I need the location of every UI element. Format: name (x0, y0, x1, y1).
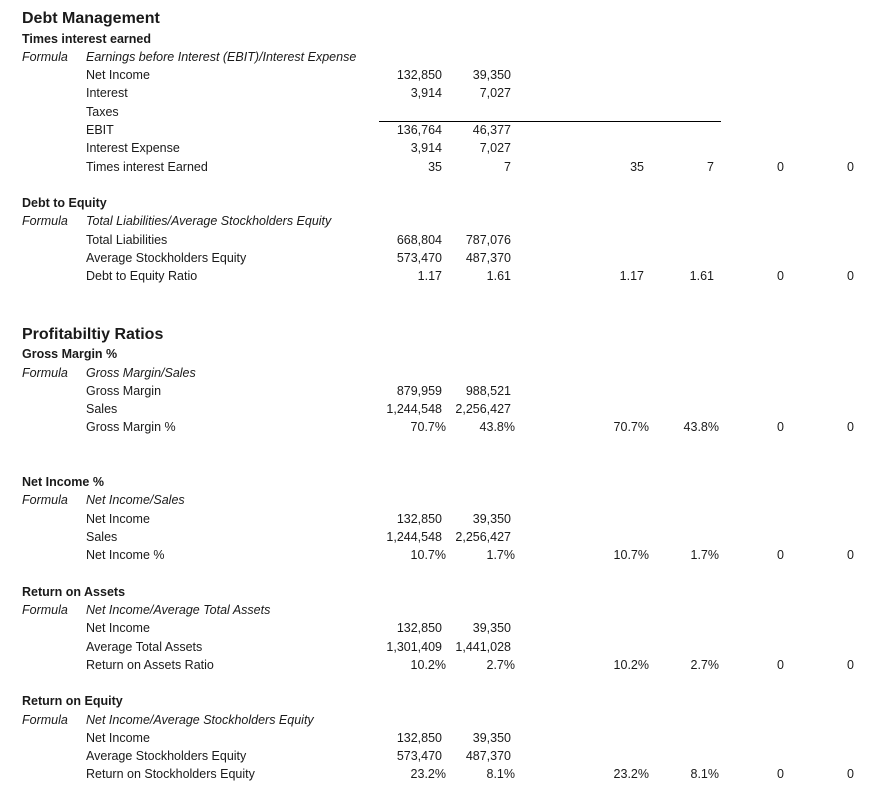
value-cell: 132,850 (396, 731, 442, 745)
value-cell: 1.61 (486, 269, 511, 283)
value-cell: 573,470 (396, 251, 442, 265)
row-label: Sales (86, 402, 118, 416)
value-cell: 0 (777, 548, 784, 562)
row-label: Average Total Assets (86, 640, 203, 654)
value-cell: 988,521 (465, 384, 511, 398)
heading-return-on-equity: Return on Equity (22, 694, 123, 708)
section-title-profitability: Profitabiltiy Ratios (22, 326, 164, 343)
value-cell: 3,914 (410, 86, 442, 100)
value-cell: 46,377 (472, 123, 511, 137)
value-cell: 2,256,427 (455, 530, 511, 544)
value-cell: 487,370 (465, 251, 511, 265)
row-label: Net Income (86, 621, 150, 635)
value-cell: 8.1% (486, 767, 515, 781)
row-label: Times interest Earned (86, 160, 208, 174)
heading-debt-to-equity: Debt to Equity (22, 196, 107, 210)
value-cell: 787,076 (465, 233, 511, 247)
value-cell: 0 (777, 420, 784, 434)
value-cell: 1,244,548 (386, 402, 442, 416)
value-cell: 132,850 (396, 512, 442, 526)
total-divider (379, 121, 721, 122)
value-cell: 1.17 (417, 269, 442, 283)
value-cell: 10.7% (410, 548, 446, 562)
formula-text: Net Income/Average Total Assets (86, 603, 271, 617)
value-cell: 0 (847, 658, 854, 672)
value-cell: 573,470 (396, 749, 442, 763)
value-cell: 35 (428, 160, 442, 174)
value-cell: 1.61 (689, 269, 714, 283)
heading-gross-margin: Gross Margin % (22, 347, 118, 361)
value-cell: 70.7% (613, 420, 649, 434)
value-cell: 1.17 (619, 269, 644, 283)
row-label: Average Stockholders Equity (86, 749, 247, 763)
value-cell: 39,350 (472, 731, 511, 745)
row-label: Return on Assets Ratio (86, 658, 214, 672)
value-cell: 2.7% (690, 658, 719, 672)
row-label: Interest Expense (86, 141, 180, 155)
value-cell: 0 (777, 658, 784, 672)
value-cell: 132,850 (396, 68, 442, 82)
value-cell: 23.2% (410, 767, 446, 781)
value-cell: 43.8% (683, 420, 719, 434)
row-label: Sales (86, 530, 118, 544)
row-label: Return on Stockholders Equity (86, 767, 255, 781)
value-cell: 10.7% (613, 548, 649, 562)
value-cell: 136,764 (396, 123, 442, 137)
value-cell: 10.2% (613, 658, 649, 672)
value-cell: 0 (847, 160, 854, 174)
row-label: Gross Margin (86, 384, 162, 398)
value-cell: 1,441,028 (455, 640, 511, 654)
formula-text: Earnings before Interest (EBIT)/Interest Expense (86, 50, 357, 64)
heading-return-on-assets: Return on Assets (22, 585, 126, 599)
value-cell: 8.1% (690, 767, 719, 781)
value-cell: 132,850 (396, 621, 442, 635)
value-cell: 43.8% (479, 420, 515, 434)
heading-times-interest-earned: Times interest earned (22, 32, 151, 46)
value-cell: 10.2% (410, 658, 446, 672)
formula-label: Formula (22, 214, 68, 228)
formula-label: Formula (22, 493, 68, 507)
value-cell: 1,244,548 (386, 530, 442, 544)
value-cell: 0 (847, 420, 854, 434)
row-label: Net Income (86, 731, 150, 745)
value-cell: 7,027 (479, 141, 511, 155)
section-title-debt-management: Debt Management (22, 10, 160, 27)
formula-label: Formula (22, 603, 68, 617)
value-cell: 487,370 (465, 749, 511, 763)
row-label: Average Stockholders Equity (86, 251, 247, 265)
row-label: Total Liabilities (86, 233, 168, 247)
value-cell: 668,804 (396, 233, 442, 247)
value-cell: 39,350 (472, 621, 511, 635)
value-cell: 0 (847, 767, 854, 781)
formula-text: Net Income/Average Stockholders Equity (86, 713, 314, 727)
value-cell: 35 (630, 160, 644, 174)
value-cell: 23.2% (613, 767, 649, 781)
value-cell: 0 (847, 269, 854, 283)
row-label: Taxes (86, 105, 119, 119)
formula-label: Formula (22, 50, 68, 64)
value-cell: 1.7% (486, 548, 515, 562)
value-cell: 0 (777, 269, 784, 283)
formula-label: Formula (22, 713, 68, 727)
value-cell: 3,914 (410, 141, 442, 155)
value-cell: 39,350 (472, 512, 511, 526)
row-label: Net Income (86, 68, 150, 82)
row-label: Net Income (86, 512, 150, 526)
value-cell: 7 (707, 160, 714, 174)
formula-text: Net Income/Sales (86, 493, 185, 507)
formula-text: Gross Margin/Sales (86, 366, 196, 380)
value-cell: 1.7% (690, 548, 719, 562)
value-cell: 879,959 (396, 384, 442, 398)
row-label: EBIT (86, 123, 114, 137)
value-cell: 39,350 (472, 68, 511, 82)
formula-label: Formula (22, 366, 68, 380)
value-cell: 0 (777, 767, 784, 781)
value-cell: 0 (777, 160, 784, 174)
row-label: Interest (86, 86, 128, 100)
value-cell: 7,027 (479, 86, 511, 100)
formula-text: Total Liabilities/Average Stockholders Equity (86, 214, 332, 228)
value-cell: 0 (847, 548, 854, 562)
row-label: Gross Margin % (86, 420, 176, 434)
row-label: Net Income % (86, 548, 165, 562)
value-cell: 2,256,427 (455, 402, 511, 416)
heading-net-income-pct: Net Income % (22, 475, 104, 489)
value-cell: 70.7% (410, 420, 446, 434)
value-cell: 2.7% (486, 658, 515, 672)
value-cell: 7 (504, 160, 511, 174)
value-cell: 1,301,409 (386, 640, 442, 654)
row-label: Debt to Equity Ratio (86, 269, 198, 283)
